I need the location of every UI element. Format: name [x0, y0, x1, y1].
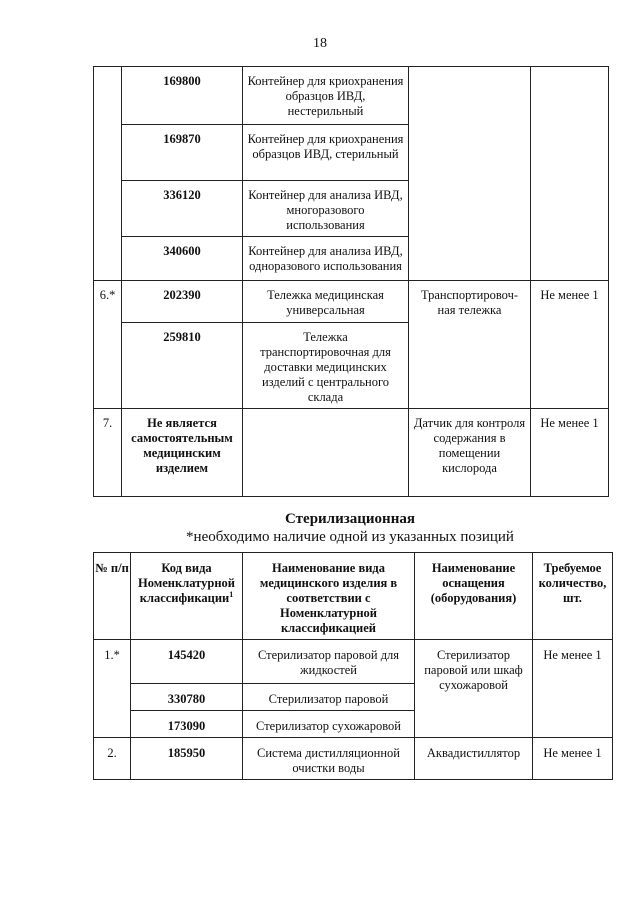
code-cell: 145420	[131, 640, 243, 684]
code-cell: 185950	[131, 738, 243, 780]
code-cell: 336120	[122, 181, 243, 237]
device-name-cell: Контейнер для анализа ИВД, многоразового использования	[243, 181, 409, 237]
table-row	[94, 281, 609, 323]
section-subtitle: *необходимо наличие одной из указанных позиций	[186, 529, 514, 545]
equipment-cell: Транспортировоч-ная тележка	[409, 281, 531, 409]
page-number: 18	[313, 36, 327, 51]
quantity-cell: Не менее 1	[533, 640, 613, 738]
quantity-cell: Не менее 1	[533, 738, 613, 780]
code-cell: Не является самостоятельным медицинским изделием	[122, 409, 243, 497]
equipment-cell: Стерилизатор паровой или шкаф сухожаровой	[415, 640, 533, 738]
quantity-cell	[531, 67, 609, 281]
sterilization-table	[93, 552, 613, 780]
code-cell: 259810	[122, 323, 243, 409]
equipment-table-continued	[93, 66, 609, 497]
code-cell: 340600	[122, 237, 243, 281]
header-quantity: Требуемое количество, шт.	[533, 553, 613, 640]
equipment-cell: Датчик для контроля содержания в помещении кислорода	[409, 409, 531, 497]
code-cell: 173090	[131, 711, 243, 738]
device-name-cell: Тележка медицинская универсальная	[243, 281, 409, 323]
quantity-cell: Не менее 1	[531, 409, 609, 497]
row-number-cell	[94, 67, 122, 281]
table-row	[94, 409, 609, 497]
device-name-cell: Тележка транспортировочная для доставки медицинских изделий с центрального склада	[243, 323, 409, 409]
header-equipment: Наименование оснащения (оборудования)	[415, 553, 533, 640]
table-header-row	[94, 553, 613, 640]
device-name-cell: Контейнер для криохранения образцов ИВД, стерильный	[243, 125, 409, 181]
table-row	[94, 738, 613, 780]
device-name-cell: Контейнер для анализа ИВД, одноразового использования	[243, 237, 409, 281]
code-cell: 330780	[131, 684, 243, 711]
device-name-cell: Система дистилляционной очистки воды	[243, 738, 415, 780]
table-row	[94, 67, 609, 125]
row-number-cell: 1.*	[94, 640, 131, 738]
row-number-cell: 7.	[94, 409, 122, 497]
equipment-cell: Аквадистиллятор	[415, 738, 533, 780]
code-cell: 169870	[122, 125, 243, 181]
quantity-cell: Не менее 1	[531, 281, 609, 409]
table-row	[94, 640, 613, 684]
header-code: Код вида Номенклатурной классификации$^1$	[131, 553, 243, 640]
header-number: № п/п	[94, 553, 131, 640]
device-name-cell: Контейнер для криохранения образцов ИВД, нестерильный	[243, 67, 409, 125]
device-name-cell: Стерилизатор паровой	[243, 684, 415, 711]
device-name-cell: Стерилизатор паровой для жидкостей	[243, 640, 415, 684]
row-number-cell: 2.	[94, 738, 131, 780]
device-name-cell	[243, 409, 409, 497]
row-number-cell: 6.*	[94, 281, 122, 409]
header-device-name: Наименование вида медицинского изделия в соответствии с Номенклатурной классификацией	[243, 553, 415, 640]
code-cell: 169800	[122, 67, 243, 125]
equipment-cell	[409, 67, 531, 281]
code-cell: 202390	[122, 281, 243, 323]
device-name-cell: Стерилизатор сухожаровой	[243, 711, 415, 738]
section-title: Стерилизационная	[285, 511, 415, 527]
